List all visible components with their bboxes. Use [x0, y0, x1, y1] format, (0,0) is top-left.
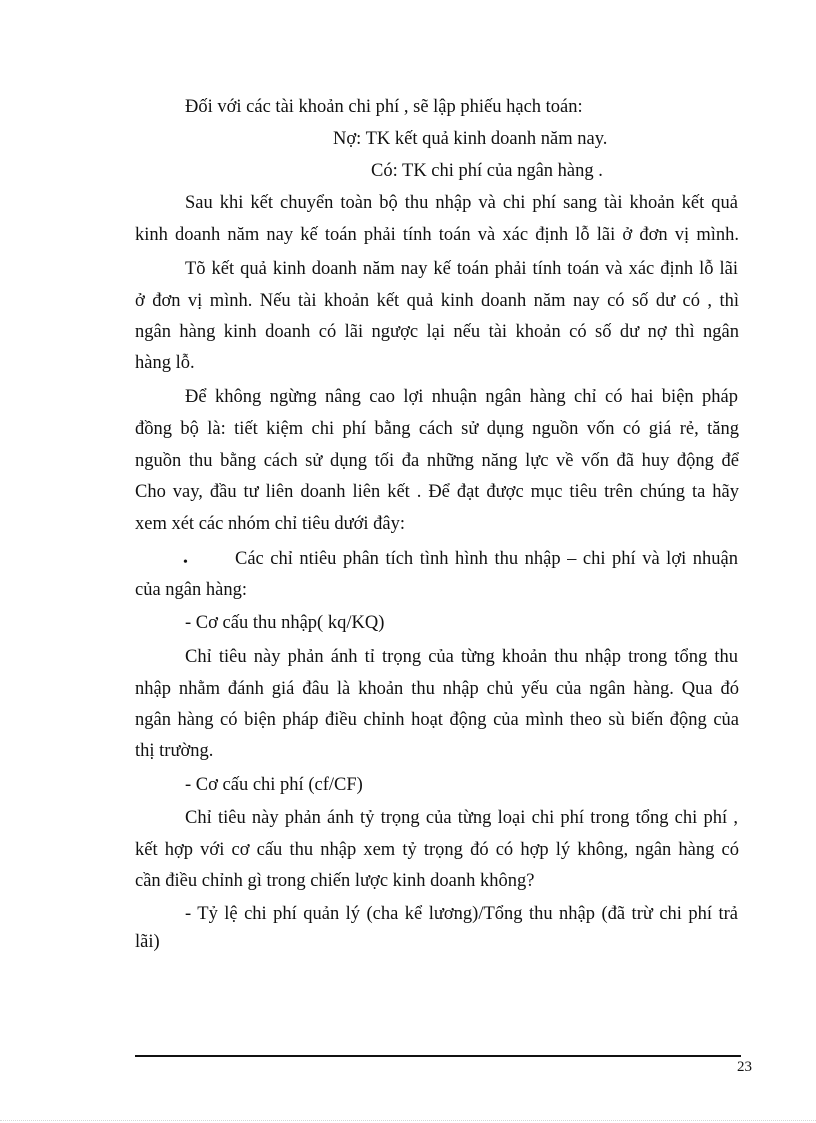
text-line: hàng lỗ. [135, 353, 195, 373]
text-line: Có: TK chi phí của ngân hàng . [371, 161, 603, 181]
section-heading: - Cơ cấu chi phí (cf/CF) [185, 775, 363, 795]
text-line: Để không ngừng nâng cao lợi nhuận ngân hàng chỉ có hai biện pháp [185, 387, 738, 407]
text-line: Cho vay, đầu tư liên doanh liên kết . Để đạt được mục tiêu trên chúng ta hãy [135, 482, 739, 502]
text-line: Chỉ tiêu này phản ánh tỷ trọng của từng loại chi phí trong tổng chi phí , [185, 808, 738, 828]
text-line: Chỉ tiêu này phản ánh tỉ trọng của từng khoản thu nhập trong tổng thu [185, 647, 738, 667]
text-line: Tõ kết quả kinh doanh năm nay kế toán phải tính toán và xác định lỗ lãi [185, 259, 738, 279]
page-edge-divider [0, 1120, 816, 1121]
text-line: kinh doanh năm nay kế toán phải tính toán và xác định lỗ lãi ở đơn vị mình. [135, 225, 739, 245]
text-line: Các chỉ ntiêu phân tích tình hình thu nhập – chi phí và lợi nhuận [235, 549, 738, 569]
text-line: lãi) [135, 932, 160, 952]
text-line: nguồn thu bằng cách sử dụng tối đa những năng lực về vốn đã huy động để [135, 451, 739, 471]
text-line: xem xét các nhóm chỉ tiêu dưới đây: [135, 514, 405, 534]
text-line: Nợ: TK kết quả kinh doanh năm nay. [333, 129, 608, 149]
section-heading: - Cơ cấu thu nhập( kq/KQ) [185, 613, 385, 633]
text-line: đồng bộ là: tiết kiệm chi phí bằng cách sử dụng nguồn vốn có giá rẻ, tăng [135, 419, 739, 439]
text-line: ngân hàng có biện pháp điều chỉnh hoạt động của mình theo sù biến động của [135, 710, 739, 730]
text-line: thị trường. [135, 741, 214, 761]
text-line: ở đơn vị mình. Nếu tài khoản kết quả kinh doanh năm nay có số dư có , thì [135, 291, 739, 311]
text-line: Sau khi kết chuyển toàn bộ thu nhập và chi phí sang tài khoản kết quả [185, 193, 738, 213]
text-line: cần điều chỉnh gì trong chiến lược kinh doanh không? [135, 871, 535, 891]
bullet-icon: • [183, 555, 188, 570]
text-line: của ngân hàng: [135, 580, 247, 600]
text-line: kết hợp với cơ cấu thu nhập xem tỷ trọng đó có hợp lý không, ngân hàng có [135, 840, 739, 860]
page-number: 23 [737, 1059, 752, 1075]
text-line: nhập nhằm đánh giá đâu là khoản thu nhập chủ yếu của ngân hàng. Qua đó [135, 679, 739, 699]
text-line: ngân hàng kinh doanh có lãi ngược lại nếu tài khoản có số dư nợ thì ngân [135, 322, 739, 342]
text-line: Đối với các tài khoản chi phí , sẽ lập phiếu hạch toán: [185, 97, 583, 117]
footer-divider [135, 1055, 741, 1057]
text-line: - Tỷ lệ chi phí quản lý (cha kể lương)/Tổng thu nhập (đã trừ chi phí trả [185, 904, 738, 924]
